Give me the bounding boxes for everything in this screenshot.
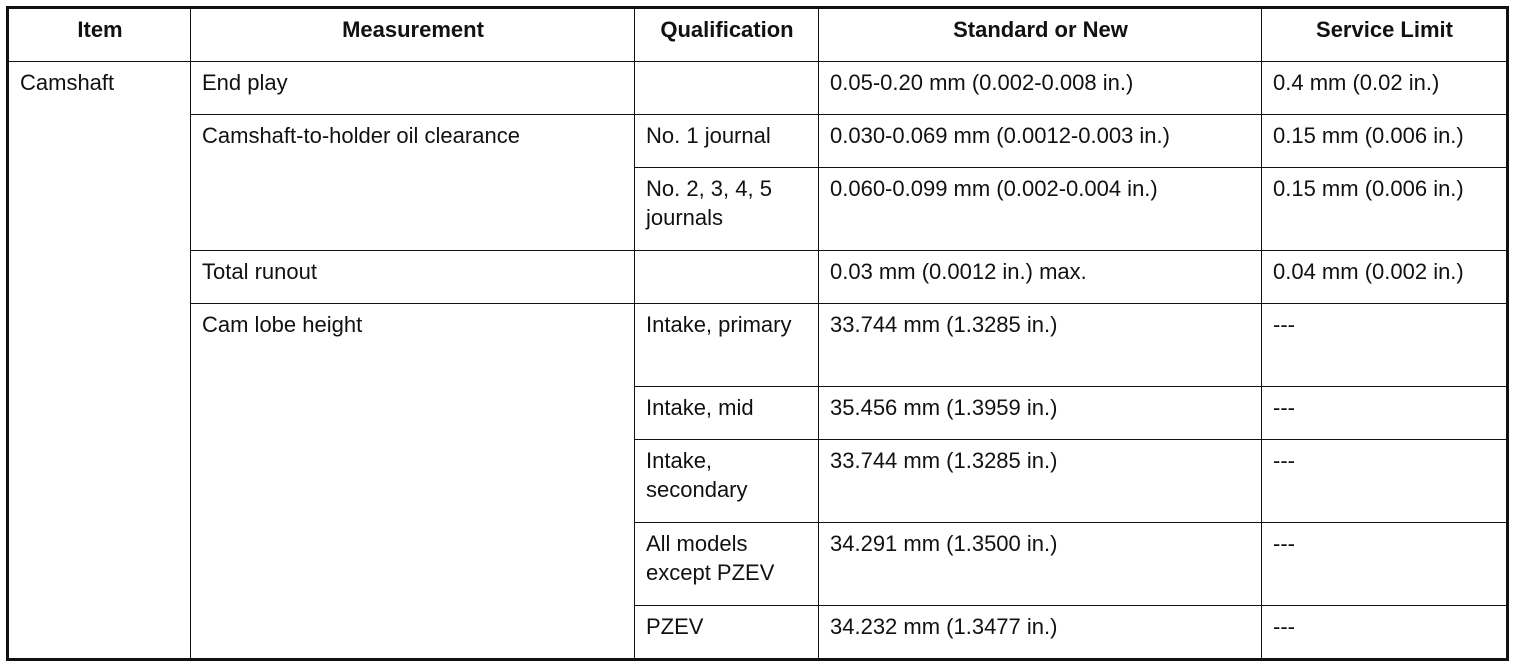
- header-row: [8, 8, 1508, 62]
- standard-cell: 0.030-0.069 mm (0.0012-0.003 in.): [819, 115, 1262, 168]
- standard-cell: 33.744 mm (1.3285 in.): [819, 304, 1262, 387]
- qualification-cell: Intake, primary: [635, 304, 819, 387]
- qualification-cell: No. 1 journal: [635, 115, 819, 168]
- standard-cell: 34.291 mm (1.3500 in.): [819, 523, 1262, 606]
- measurement-cell: Camshaft-to-holder oil clearance: [191, 115, 635, 251]
- standard-cell: 0.05-0.20 mm (0.002-0.008 in.): [819, 62, 1262, 115]
- qualification-cell: Intake, secondary: [635, 440, 819, 523]
- measurement-cell: Total runout: [191, 251, 635, 304]
- standard-cell: 35.456 mm (1.3959 in.): [819, 387, 1262, 440]
- qualification-cell: [635, 62, 819, 115]
- standard-cell: 33.744 mm (1.3285 in.): [819, 440, 1262, 523]
- header-measurement: Measurement: [191, 8, 635, 62]
- service-limit-cell: ---: [1262, 440, 1508, 523]
- service-limit-cell: 0.15 mm (0.006 in.): [1262, 168, 1508, 251]
- service-limit-cell: ---: [1262, 387, 1508, 440]
- measurement-cell: End play: [191, 62, 635, 115]
- qualification-cell: Intake, mid: [635, 387, 819, 440]
- qualification-cell: All models except PZEV: [635, 523, 819, 606]
- header-standard-or-new: Standard or New: [819, 8, 1262, 62]
- table-row: [8, 115, 1508, 168]
- header-item: Item: [8, 8, 191, 62]
- service-limit-cell: ---: [1262, 523, 1508, 606]
- table-row: [8, 251, 1508, 304]
- qualification-cell: PZEV: [635, 606, 819, 660]
- service-limit-cell: ---: [1262, 304, 1508, 387]
- item-cell: Camshaft: [8, 62, 191, 660]
- qualification-cell: No. 2, 3, 4, 5 journals: [635, 168, 819, 251]
- standard-cell: 0.03 mm (0.0012 in.) max.: [819, 251, 1262, 304]
- header-service-limit: Service Limit: [1262, 8, 1508, 62]
- measurement-cell: Cam lobe height: [191, 304, 635, 660]
- service-limit-cell: 0.04 mm (0.002 in.): [1262, 251, 1508, 304]
- service-limit-cell: 0.4 mm (0.02 in.): [1262, 62, 1508, 115]
- qualification-cell: [635, 251, 819, 304]
- service-limit-cell: ---: [1262, 606, 1508, 660]
- camshaft-specifications-table: [6, 6, 1509, 661]
- standard-cell: 34.232 mm (1.3477 in.): [819, 606, 1262, 660]
- table-row: [8, 304, 1508, 387]
- standard-cell: 0.060-0.099 mm (0.002-0.004 in.): [819, 168, 1262, 251]
- header-qualification: Qualification: [635, 8, 819, 62]
- service-limit-cell: 0.15 mm (0.006 in.): [1262, 115, 1508, 168]
- table-row: [8, 62, 1508, 115]
